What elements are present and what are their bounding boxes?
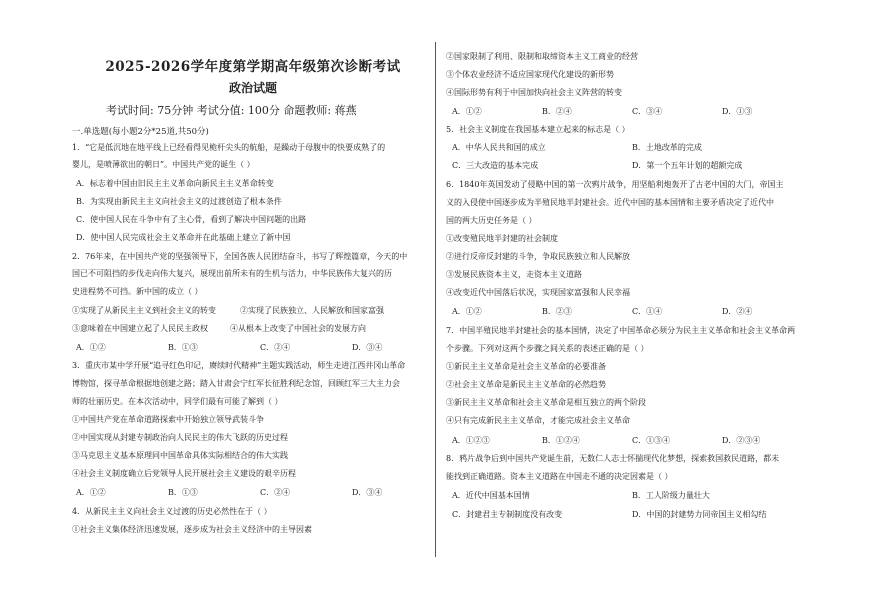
- q2-item-3: ③意味着在中国建立起了人民民主政权: [72, 324, 208, 333]
- q6-stem-line: 国的两大历史任务是（ ）: [446, 216, 537, 225]
- q4-choice-d[interactable]: D．①③: [722, 107, 753, 116]
- q7-item-2: ②社会主义革命是新民主主义革命的必然趋势: [446, 380, 606, 389]
- q3-item-1: ①中国共产党在革命道路探索中开始独立领导武装斗争: [72, 415, 264, 424]
- q6-choice-d[interactable]: D．②④: [722, 307, 753, 316]
- q5-option-b[interactable]: B．土地改革的完成: [632, 143, 702, 152]
- q4-item-3: ③个体农业经济不适应国家现代化建设的新形势: [446, 70, 614, 79]
- q4-item-4: ④国际形势有利于中国加快向社会主义阵营的转变: [446, 88, 622, 97]
- q3-choice-b[interactable]: B．①③: [168, 488, 198, 497]
- q6-stem-line: 6．1840年英国发动了侵略中国的第一次鸦片战争，用坚船利炮轰开了古老中国的大门，帝国主: [446, 180, 784, 189]
- q2-item-1: ①实现了从新民主主义到社会主义的转变: [72, 306, 216, 315]
- q8-stem-line: 8．鸦片战争后到中国共产党诞生前，无数仁人志士怀揣现代化梦想，探索救国救民道路，都未: [446, 454, 780, 463]
- column-divider: [435, 42, 436, 557]
- q2-stem-line: 史进程势不可挡。新中国的成立（ ）: [72, 287, 203, 296]
- q1-stem-line: 1．“它是低沉地在地平线上已经看得见桅杆尖头的航船，是躁动于母腹中的快要成熟了的: [72, 143, 386, 152]
- q5-option-a[interactable]: A．中华人民共和国的成立: [452, 143, 546, 152]
- q2-choice-c[interactable]: C．②④: [260, 343, 291, 352]
- q6-item-2: ②进行反帝反封建的斗争，争取民族独立和人民解放: [446, 252, 630, 261]
- q2-choice-a[interactable]: A．①②: [76, 343, 106, 352]
- q4-item-2: ②国家限制了利用、限制和取缔资本主义工商业的经营: [446, 52, 638, 61]
- q7-stem-line: 7．中国半殖民地半封建社会的基本国情，决定了中国革命必须分为民主主义革命和社会主义革命两: [446, 326, 796, 335]
- q7-stem-line: 个步骤。下列对这两个步骤之间关系的表述正确的是（ ）: [446, 344, 649, 353]
- q7-choice-b[interactable]: B．①②④: [542, 436, 580, 445]
- q6-item-3: ③发展民族资本主义，走资本主义道路: [446, 270, 582, 279]
- q7-choice-d[interactable]: D．②③④: [722, 436, 761, 445]
- q7-choice-c[interactable]: C．①③④: [632, 436, 671, 445]
- q4-item-1: ①社会主义集体经济迅速发展，逐步成为社会主义经济中的主导因素: [72, 525, 312, 534]
- exam-title: 2025-2026学年度第学期高年级第次诊断考试: [105, 59, 401, 75]
- q4-choice-b[interactable]: B．②④: [542, 107, 572, 116]
- q8-stem-line: 能找到正确道路。资本主义道路在中国走不通的决定因素是（ ）: [446, 472, 673, 481]
- q6-choice-b[interactable]: B．②③: [542, 307, 572, 316]
- q2-stem-line: 2．76年来，在中国共产党的坚强领导下，全国各族人民团结奋斗，书写了辉煌篇章，今天的中: [72, 252, 408, 261]
- q1-option-d[interactable]: D．使中国人民完成社会主义革命并在此基础上建立了新中国: [76, 233, 291, 242]
- q7-item-4: ④只有完成新民主主义革命，才能完成社会主义革命: [446, 416, 630, 425]
- q3-item-3: ③马克思主义基本原理同中国革命具体实际相结合的伟大实践: [72, 451, 288, 460]
- q2-stem-line: 国已不可阻挡的步伐走向伟大复兴，展现出前所未有的生机与活力，中华民族伟大复兴的历: [72, 269, 392, 278]
- q2-choice-d[interactable]: D．③④: [352, 343, 383, 352]
- q5-option-d[interactable]: D．第一个五年计划的超额完成: [632, 161, 743, 170]
- q5-stem-line: 5．社会主义制度在我国基本建立起来的标志是（ ）: [446, 125, 630, 134]
- exam-subtitle: 政治试题: [228, 81, 277, 95]
- section-heading: 一.单选题(每小题2分*25道,共50分): [72, 127, 209, 137]
- q7-choice-a[interactable]: A．①②③: [452, 436, 490, 445]
- q3-item-4: ④社会主义制度确立后党领导人民开展社会主义建设的艰辛历程: [72, 469, 296, 478]
- q8-option-a[interactable]: A．近代中国基本国情: [452, 491, 530, 500]
- q1-option-a[interactable]: A．标志着中国由旧民主主义革命向新民主主义革命转变: [76, 179, 274, 188]
- q4-choice-c[interactable]: C．③④: [632, 107, 663, 116]
- q1-option-b[interactable]: B．为实现由新民主主义向社会主义的过渡创造了根本条件: [76, 197, 282, 206]
- q7-item-3: ③新民主主义革命和社会主义革命是相互独立的两个阶段: [446, 398, 646, 407]
- q1-option-c[interactable]: C．使中国人民在斗争中有了主心骨，看到了解决中国问题的出路: [76, 215, 307, 224]
- q6-stem-line: 义的入侵使中国逐步成为半殖民地半封建社会。近代中国的基本国情和主要矛盾决定了近代中: [446, 198, 774, 207]
- q8-option-d[interactable]: D．中国的封建势力同帝国主义相勾结: [632, 510, 767, 519]
- q5-option-c[interactable]: C．三大改造的基本完成: [452, 161, 539, 170]
- q3-choice-c[interactable]: C．②④: [260, 488, 291, 497]
- q3-choice-a[interactable]: A．①②: [76, 488, 106, 497]
- q2-choice-b[interactable]: B．①③: [168, 343, 198, 352]
- q1-stem-line: 婴儿，是喷薄欲出的朝日”。中国共产党的诞生（ ）: [72, 160, 255, 169]
- q2-item-2: ②实现了民族独立、人民解放和国家富强: [240, 306, 384, 315]
- q3-choice-d[interactable]: D．③④: [352, 488, 383, 497]
- q8-option-c[interactable]: C．封建君主专制制度没有改变: [452, 510, 563, 519]
- q8-option-b[interactable]: B．工人阶级力量壮大: [632, 491, 710, 500]
- q3-stem-line: 3．重庆市某中学开展“追寻红色印记，赓续时代精神”主题实践活动，师生走进江西井冈山革命: [72, 361, 406, 370]
- q3-stem-line: 师的壮丽历史。在本次活动中，同学们最有可能了解到（ ）: [72, 397, 283, 406]
- q7-item-1: ①新民主主义革命是社会主义革命的必要准备: [446, 362, 606, 371]
- exam-meta: 考试时间: 75分钟 考试分值: 100分 命题教师: 蒋燕: [106, 104, 357, 117]
- q6-item-1: ①改变殖民地半封建的社会制度: [446, 234, 558, 243]
- q6-choice-a[interactable]: A．①②: [452, 307, 482, 316]
- q2-item-4: ④从根本上改变了中国社会的发展方向: [230, 324, 366, 333]
- q3-stem-line: 博物馆，探寻革命根据地创建之路；踏入甘肃会宁红军长征胜利纪念馆，回顾红军三大主力会: [72, 379, 400, 388]
- q6-choice-c[interactable]: C．①④: [632, 307, 663, 316]
- q3-item-2: ②中国实现从封建专制政治向人民民主的伟大飞跃的历史过程: [72, 433, 288, 442]
- q6-item-4: ④改变近代中国落后状况，实现国家富强和人民幸福: [446, 288, 630, 297]
- q4-choice-a[interactable]: A．①②: [452, 107, 482, 116]
- q4-stem-line: 4．从新民主主义向社会主义过渡的历史必然性在于（ ）: [72, 507, 272, 516]
